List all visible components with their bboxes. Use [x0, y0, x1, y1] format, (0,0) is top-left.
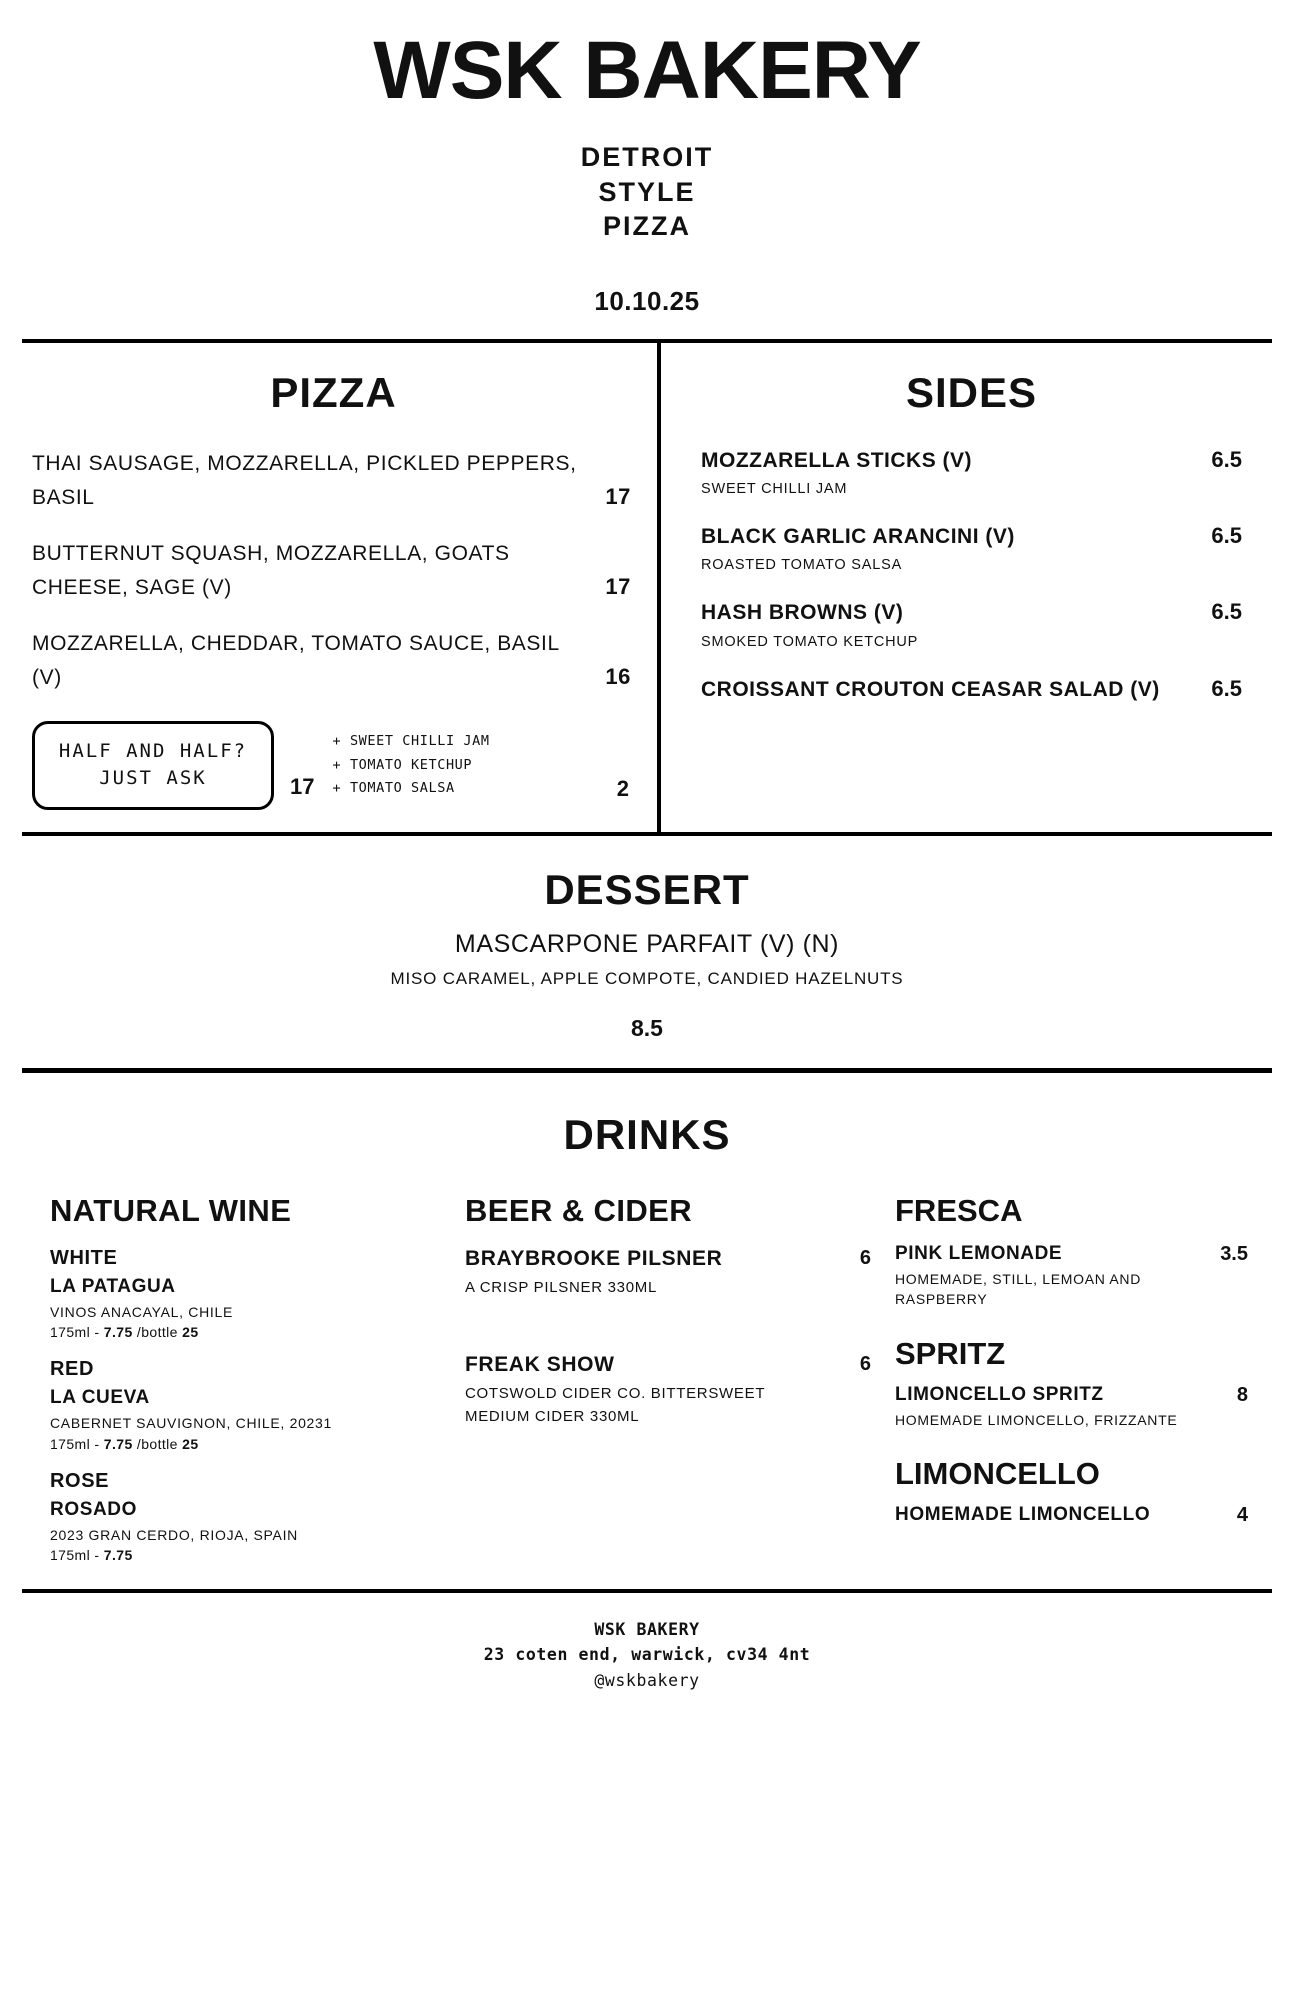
wine-glass-price: 7.75 [103, 1324, 133, 1341]
fresca-desc: HOMEMADE, STILL, LEMOAN AND RASPBERRY [895, 1270, 1142, 1308]
menu-subtitle [22, 140, 1272, 244]
pizza-item-name: MOZZARELLA, CHEDDAR, TOMATO SAUCE, BASIL (V) [32, 631, 559, 689]
side-item-name: BLACK GARLIC ARANCINI (V) [701, 525, 1015, 549]
wine-bottle-price: 25 [182, 1435, 199, 1452]
side-item-desc: SMOKED TOMATO KETCHUP [701, 633, 919, 650]
dip-option: + SWEET CHILLI JAM [332, 732, 490, 749]
fresca-column [895, 1193, 1252, 1563]
wine-glass-price: 7.75 [103, 1546, 133, 1563]
spritz-heading: SPRITZ [895, 1335, 1006, 1371]
beer-item [465, 1247, 875, 1300]
limoncello-heading: LIMONCELLO [895, 1455, 1100, 1491]
half-and-half-row [32, 721, 635, 810]
dips-list [332, 730, 616, 801]
wine-bottle-label: /bottle [132, 1324, 183, 1341]
wine-glass-price: 7.75 [103, 1435, 133, 1452]
wine-name: ROSADO [50, 1498, 137, 1520]
wine-desc: CABERNET SAUVIGNON, CHILE, 20231 [50, 1415, 333, 1432]
wine-bottle-price: 25 [182, 1324, 199, 1341]
beer-name: BRAYBROOKE PILSNER [465, 1246, 723, 1270]
wine-glass-label: 175ml - [50, 1324, 104, 1341]
half-and-half-line-2: JUST ASK [99, 767, 207, 790]
wine-name: LA CUEVA [50, 1387, 150, 1409]
beer-cider-column [465, 1193, 895, 1563]
side-item-price: 6.5 [1211, 446, 1242, 472]
beer-desc: COTSWOLD CIDER CO. BITTERSWEET MEDIUM CIDER 330ML [465, 1385, 765, 1425]
wine-glass-label: 175ml - [50, 1546, 104, 1563]
side-item [701, 676, 1242, 704]
fresca-name: PINK LEMONADE [895, 1242, 1063, 1264]
pizza-item-price: 17 [605, 574, 631, 600]
side-item [701, 599, 1242, 649]
beer-price: 6 [859, 1246, 871, 1269]
side-item-name: HASH BROWNS (V) [701, 601, 904, 625]
footer [22, 1593, 1272, 1694]
footer-name: WSK BAKERY [594, 1619, 700, 1639]
side-item-name: CROISSANT CROUTON CEASAR SALAD (V) [701, 677, 1160, 701]
wine-item-rose [50, 1499, 445, 1563]
menu-date: 10.10.25 [594, 285, 700, 316]
dips-price: 2 [616, 775, 629, 801]
spritz-item [895, 1384, 1252, 1430]
brand-title: WSK BAKERY [373, 25, 921, 116]
side-item-price: 6.5 [1211, 599, 1242, 625]
pizza-item-price: 17 [605, 484, 631, 510]
sides-heading: SIDES [905, 368, 1038, 416]
side-item [701, 523, 1242, 573]
dessert-heading: DESSERT [544, 865, 750, 913]
limoncello-price: 4 [1236, 1503, 1248, 1526]
dessert-section [22, 836, 1272, 1073]
wine-name: LA PATAGUA [50, 1275, 176, 1297]
beer-desc: A CRISP PILSNER 330ML [465, 1278, 658, 1296]
beer-item [465, 1353, 875, 1428]
limoncello-name: HOMEMADE LIMONCELLO [895, 1503, 1151, 1525]
dessert-desc: MISO CARAMEL, APPLE COMPOTE, CANDIED HAZELNUTS [390, 968, 904, 988]
wine-pricing [50, 1547, 445, 1563]
wine-red-label: RED [50, 1358, 95, 1381]
side-item-price: 6.5 [1211, 523, 1242, 549]
limoncello-item [895, 1504, 1252, 1526]
pizza-column [22, 343, 661, 832]
beer-price: 6 [859, 1353, 871, 1376]
wine-rose-label: ROSE [50, 1469, 110, 1492]
pizza-item-name: BUTTERNUT SQUASH, MOZZARELLA, GOATS CHEESE, SAGE (V) [32, 541, 510, 599]
wine-pricing [50, 1436, 445, 1452]
pizza-heading: PIZZA [270, 368, 397, 416]
wine-desc: 2023 GRAN CERDO, RIOJA, SPAIN [50, 1526, 298, 1543]
side-item-price: 6.5 [1211, 675, 1242, 701]
wine-pricing [50, 1324, 445, 1340]
subtitle-line-3: PIZZA [603, 211, 691, 242]
fresca-item [895, 1243, 1252, 1310]
drinks-heading: DRINKS [563, 1110, 731, 1158]
wine-bottle-label: /bottle [132, 1435, 183, 1452]
subtitle-line-1: DETROIT [580, 142, 714, 173]
footer-handle: @wskbakery [594, 1670, 700, 1690]
side-item-desc: ROASTED TOMATO SALSA [701, 557, 903, 574]
pizza-sides-section [22, 343, 1272, 836]
pizza-item [32, 447, 635, 515]
half-and-half-price: 17 [290, 773, 315, 799]
dessert-price: 8.5 [631, 1014, 663, 1041]
wine-item-red [50, 1387, 445, 1451]
spritz-desc: HOMEMADE LIMONCELLO, FRIZZANTE [895, 1411, 1178, 1428]
dip-option: + TOMATO KETCHUP [332, 756, 473, 773]
side-item [701, 447, 1242, 497]
drinks-grid [22, 1193, 1272, 1563]
pizza-item [32, 537, 635, 605]
dessert-name: MASCARPONE PARFAIT (V) (N) [454, 929, 840, 958]
side-item-desc: SWEET CHILLI JAM [701, 481, 848, 498]
side-item-name: MOZZARELLA STICKS (V) [701, 448, 973, 472]
subtitle-line-2: STYLE [598, 176, 696, 207]
natural-wine-heading: NATURAL WINE [50, 1192, 292, 1228]
dip-option: + TOMATO SALSA [332, 780, 455, 797]
wine-white-label: WHITE [50, 1246, 118, 1269]
fresca-price: 3.5 [1220, 1242, 1248, 1265]
half-and-half-line-1: HALF AND HALF? [58, 739, 248, 762]
wine-item-white [50, 1276, 445, 1340]
beer-cider-heading: BEER & CIDER [465, 1192, 692, 1228]
beer-name: FREAK SHOW [465, 1353, 615, 1377]
pizza-item-price: 16 [605, 664, 631, 690]
wine-desc: VINOS ANACAYAL, CHILE [50, 1303, 234, 1320]
spritz-name: LIMONCELLO SPRITZ [895, 1383, 1104, 1405]
pizza-item [32, 627, 635, 695]
half-and-half-box [32, 721, 274, 810]
pizza-item-name: THAI SAUSAGE, MOZZARELLA, PICKLED PEPPERS, BASIL [32, 451, 577, 509]
spritz-price: 8 [1236, 1383, 1248, 1406]
menu-header [22, 0, 1272, 317]
sides-column [661, 343, 1272, 832]
footer-address: 23 coten end, warwick, cv34 4nt [483, 1645, 811, 1665]
fresca-heading: FRESCA [895, 1192, 1023, 1228]
natural-wine-column [50, 1193, 465, 1563]
wine-glass-label: 175ml - [50, 1435, 104, 1452]
